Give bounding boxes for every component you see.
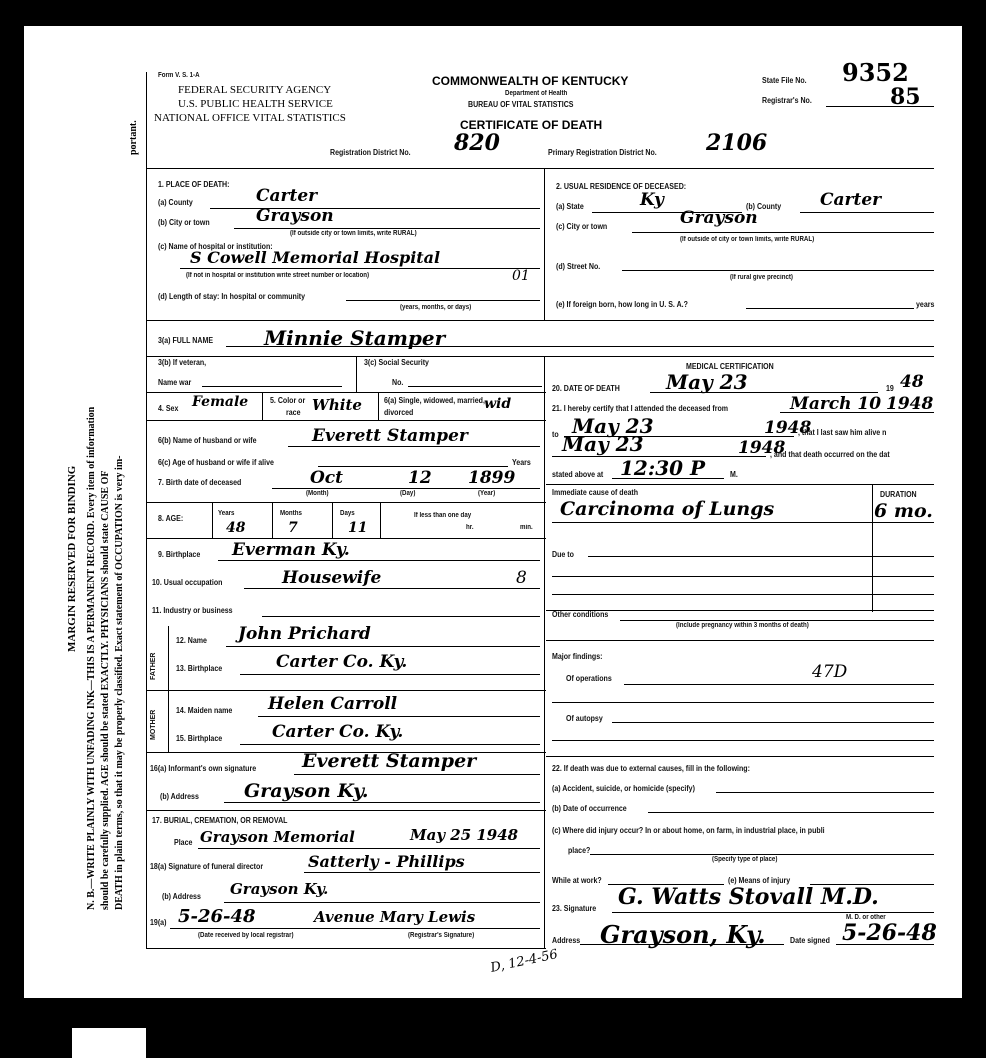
signature-label: 23. Signature [552, 904, 597, 913]
stated-label: stated above at [552, 470, 604, 479]
last-seen-label: , that I last saw him alive n [798, 428, 887, 437]
color-label: 5. Color or [270, 396, 306, 405]
cert-address-value: Grayson, Ky. [600, 920, 766, 949]
hr-label: hr. [466, 524, 474, 531]
pregnancy-note: (Include pregnancy within 3 months of death) [676, 622, 809, 629]
filed-label: 19(a) [150, 918, 167, 927]
department: Department of Health [505, 90, 568, 97]
director-value: Satterly - Phillips [308, 852, 465, 871]
external-causes-label: 22. If death was due to external causes, fill in the following: [552, 764, 750, 773]
full-name-label: 3(a) FULL NAME [158, 336, 214, 345]
pod-city-note: (If outside city or town limits, write RURAL) [290, 230, 417, 237]
instructions-line-2: should be carefully supplied. AGE should be stated EXACTLY. PHYSICIANS should state CAUSE OF [100, 470, 111, 910]
res-foreign-unit: years [916, 300, 935, 309]
father-bp-value: Carter Co. Ky. [276, 652, 408, 672]
accident-label: (a) Accident, suicide, or homicide (specify) [552, 784, 695, 793]
birth-year-cap: (Year) [478, 490, 496, 497]
father-side-label: FATHER [150, 652, 157, 680]
major-findings-label: Major findings: [552, 652, 603, 661]
pod-hospital-value: S Cowell Memorial Hospital [190, 248, 441, 267]
res-county-value: Carter [820, 190, 882, 210]
time-value: 12:30 P [620, 456, 706, 480]
place-death-heading: 1. PLACE OF DEATH: [158, 180, 230, 189]
ss-no-label: No. [392, 378, 404, 387]
md-label: M. D. or other [846, 914, 886, 921]
instructions-line-3: DEATH in plain terms, so that it may be properly classified. Exact statement of OCCUPATION is very im- [114, 455, 125, 910]
pod-city-value: Grayson [256, 206, 334, 226]
due-to-label: Due to [552, 550, 574, 559]
registrar-caption: (Registrar's Signature) [408, 932, 475, 939]
primary-reg-value: 2106 [706, 130, 768, 156]
occurrence-label: (b) Date of occurrence [552, 804, 627, 813]
divorced-label: divorced [384, 408, 414, 417]
director-label: 18(a) Signature of funeral director [150, 862, 264, 871]
place-q-label: place? [568, 846, 591, 855]
war-label: Name war [158, 378, 192, 387]
birth-month-cap: (Month) [306, 490, 329, 497]
pod-stay-label: (d) Length of stay: In hospital or community [158, 292, 306, 301]
filed-caption: (Date received by local registrar) [198, 932, 294, 939]
race-label: race [286, 408, 301, 417]
pod-hospital-note: (If not in hospital or institution write street number or location) [186, 272, 370, 279]
attend-to-year: 1948 [764, 418, 812, 438]
date-signed-value: 5-26-48 [842, 920, 937, 946]
age-days-cap: Days [340, 510, 355, 517]
operations-value: 47D [812, 662, 848, 682]
less-than-day-label: If less than one day [414, 512, 472, 519]
res-city-label: (c) City or town [556, 222, 608, 231]
mother-name-label: 14. Maiden name [176, 706, 233, 715]
age-years-cap: Years [218, 510, 235, 517]
duration-label: DURATION [880, 490, 917, 499]
state-file-value: 9352 [842, 58, 909, 87]
burial-date: May 25 1948 [410, 826, 519, 844]
footer-note: D, 12-4-56 [489, 947, 560, 976]
marital-label: 6(a) Single, widowed, married, [384, 396, 485, 405]
binding-margin-label: MARGIN RESERVED FOR BINDING [66, 465, 78, 652]
res-state-value: Ky [640, 190, 664, 210]
attend-to: May 23 [572, 414, 654, 438]
birth-label: 7. Birth date of deceased [158, 478, 242, 487]
father-name-value: John Prichard [238, 624, 371, 644]
date-signed-label: Date signed [790, 936, 830, 945]
marital-value: wid [484, 396, 512, 412]
sex-value: Female [192, 394, 249, 410]
pod-city-label: (b) City or town [158, 218, 210, 227]
sex-label: 4. Sex [158, 404, 179, 413]
mother-bp-label: 15. Birthplace [176, 734, 223, 743]
agency-1: FEDERAL SECURITY AGENCY [178, 84, 332, 96]
pod-stay-note: (years, months, or days) [400, 304, 472, 311]
race-value: White [312, 396, 362, 414]
other-conditions-label: Other conditions [552, 610, 609, 619]
residence-heading: 2. USUAL RESIDENCE OF DECEASED: [556, 182, 687, 191]
dir-address-value: Grayson Ky. [230, 880, 329, 898]
res-state-label: (a) State [556, 202, 584, 211]
registrar-value: 85 [890, 84, 921, 110]
pod-county-value: Carter [256, 186, 318, 206]
last-seen-value: May 23 [562, 432, 644, 456]
agency-2: U.S. PUBLIC HEALTH SERVICE [178, 98, 333, 110]
res-street-label: (d) Street No. [556, 262, 601, 271]
full-name-value: Minnie Stamper [264, 326, 446, 350]
registrar-signature: Avenue Mary Lewis [314, 908, 476, 926]
age-months-cap: Months [280, 510, 302, 517]
state-file-label: State File No. [762, 76, 807, 85]
spouse-age-label: 6(c) Age of husband or wife if alive [158, 458, 274, 467]
dir-address-label: (b) Address [162, 892, 201, 901]
ss-label: 3(c) Social Security [364, 358, 429, 367]
spouse-value: Everett Stamper [312, 426, 468, 446]
min-label: min. [520, 524, 533, 531]
birthplace-label: 9. Birthplace [158, 550, 201, 559]
duration-value: 6 mo. [874, 500, 933, 522]
dod-value: May 23 [666, 370, 748, 394]
attend-from-year: 1948 [886, 394, 934, 414]
burial-label: 17. BURIAL, CREMATION, OR REMOVAL [152, 816, 288, 825]
spouse-years-label: Years [512, 458, 531, 467]
specify-note: (Specify type of place) [712, 856, 778, 863]
spouse-label: 6(b) Name of husband or wife [158, 436, 257, 445]
res-city-value: Grayson [680, 208, 758, 228]
informant-label: 16(a) Informant's own signature [150, 764, 257, 773]
reg-district-label: Registration District No. [330, 148, 411, 157]
signature-value: G. Watts Stovall M.D. [618, 884, 879, 910]
autopsy-label: Of autopsy [566, 714, 603, 723]
occupation-label: 10. Usual occupation [152, 578, 223, 587]
filed-date: 5-26-48 [178, 906, 256, 927]
mother-side-label: MOTHER [150, 709, 157, 740]
instructions-line-1: N. B.—WRITE PLAINLY WITH UNFADING INK—THIS IS A PERMANENT RECORD. Every item of information [86, 406, 97, 910]
work-label: While at work? [552, 876, 602, 885]
veteran-label: 3(b) If veteran, [158, 358, 207, 367]
dod-year-prefix: 19 [886, 384, 894, 393]
registrar-label: Registrar's No. [762, 96, 812, 105]
last-seen-year: 1948 [738, 438, 786, 458]
birth-month: Oct [310, 468, 344, 488]
m-label: M. [730, 470, 738, 479]
birthplace-value: Everman Ky. [232, 540, 350, 560]
form-number: Form V. S. 1-A [158, 72, 200, 79]
cause-value: Carcinoma of Lungs [560, 498, 775, 520]
pod-county-label: (a) County [158, 198, 193, 207]
birth-day: 12 [408, 468, 432, 488]
bureau: BUREAU OF VITAL STATISTICS [468, 100, 574, 109]
mother-name-value: Helen Carroll [268, 694, 398, 714]
cause-label: Immediate cause of death [552, 488, 639, 497]
certificate-page [24, 26, 962, 998]
medical-heading: MEDICAL CERTIFICATION [686, 362, 774, 371]
death-occurred-label: , and that death occurred on the dat [770, 450, 890, 459]
inf-address-value: Grayson Ky. [244, 780, 369, 802]
informant-value: Everett Stamper [302, 750, 477, 772]
mother-bp-value: Carter Co. Ky. [272, 722, 404, 742]
inf-address-label: (b) Address [160, 792, 199, 801]
dod-year: 48 [900, 372, 924, 392]
burial-place-value: Grayson Memorial [200, 828, 355, 846]
where-label: (c) Where did injury occur? In or about home, on farm, in industrial place, in publi [552, 826, 825, 835]
dod-label: 20. DATE OF DEATH [552, 384, 620, 393]
scan-label-patch [72, 1028, 146, 1058]
reg-district-value: 820 [454, 130, 500, 156]
agency-3: NATIONAL OFFICE VITAL STATISTICS [154, 112, 346, 124]
pod-hospital-extra: 01 [512, 268, 530, 284]
certificate-title: CERTIFICATE OF DEATH [460, 118, 603, 132]
industry-label: 11. Industry or business [152, 606, 233, 615]
birth-year: 1899 [468, 468, 516, 488]
attend-label: 21. I hereby certify that I attended the deceased from [552, 404, 729, 413]
to-label: to [552, 430, 559, 439]
res-city-note: (If outside of city or town limits, write RURAL) [680, 236, 815, 243]
instructions-line-4: portant. [128, 120, 139, 155]
birth-day-cap: (Day) [400, 490, 416, 497]
father-name-label: 12. Name [176, 636, 207, 645]
res-street-note: (If rural give precinct) [730, 274, 793, 281]
occupation-value: Housewife [282, 568, 382, 588]
attend-from: March 10 [790, 394, 882, 414]
cert-address-label: Address [552, 936, 581, 945]
primary-reg-label: Primary Registration District No. [548, 148, 657, 157]
means-label: (e) Means of injury [728, 876, 791, 885]
state-title: COMMONWEALTH OF KENTUCKY [432, 74, 629, 88]
res-county-label: (b) County [746, 202, 782, 211]
age-years: 48 [226, 520, 246, 536]
burial-place-label: Place [174, 838, 193, 847]
age-months: 7 [288, 520, 298, 536]
operations-label: Of operations [566, 674, 612, 683]
father-bp-label: 13. Birthplace [176, 664, 223, 673]
age-label: 8. AGE: [158, 514, 184, 523]
age-days: 11 [348, 520, 368, 536]
res-foreign-label: (e) If foreign born, how long in U. S. A.? [556, 300, 688, 309]
pod-hospital-label: (c) Name of hospital or institution: [158, 242, 273, 251]
occupation-extra: 8 [516, 568, 527, 588]
